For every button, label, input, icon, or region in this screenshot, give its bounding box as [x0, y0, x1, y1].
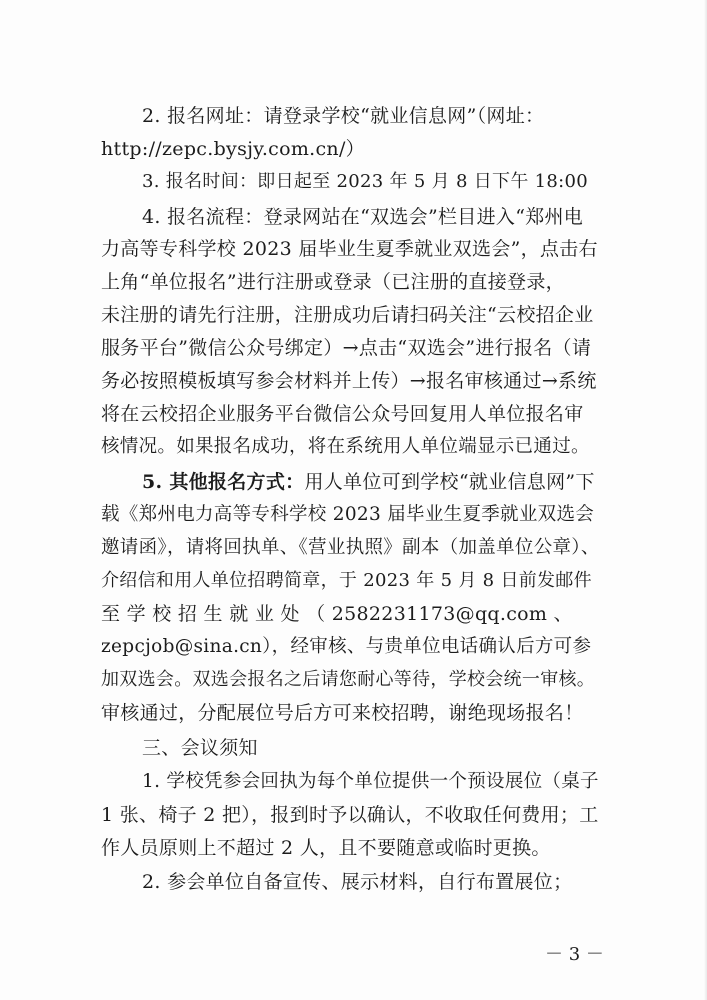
paragraph-registration-time: 3. 报名时间：即日起至 2023 年 5 月 8 日下午 18:00: [142, 171, 589, 192]
paragraph-other-methods-line-3: 邀请函》，请将回执单、《营业执照》副本（加盖单位公章）、: [101, 537, 600, 558]
paragraph-other-methods-line-4: 介绍信和用人单位招聘简章，于 2023 年 5 月 8 日前发邮件: [101, 570, 592, 591]
paragraph-notes-2-line-1: 2. 参会单位自备宣传、展示材料，自行布置展位；: [142, 871, 573, 893]
paragraph-other-methods-line-7: 加双选会。双选会报名之后请您耐心等待，学校会统一审核。: [101, 669, 596, 690]
paragraph-registration-process-line-7: 将在云校招企业服务平台微信公众号回复用人单位报名审: [101, 403, 584, 425]
paragraph-other-methods-line-8: 审核通过，分配展位号后方可来校招聘，谢绝现场报名！: [101, 702, 584, 724]
paragraph-registration-process-line-5: 服务平台”微信公众号绑定）→点击“双选会”进行报名（请: [101, 337, 592, 359]
paragraph-other-methods-line-2: 载《郑州电力高等专科学校 2023 届毕业生夏季就业双选会: [101, 504, 595, 525]
page-number: － 3 －: [545, 944, 604, 965]
paragraph-other-methods-line-1: [142, 470, 595, 494]
other-methods-line-1-text: 用人单位可到学校“就业信息网”下: [304, 471, 595, 493]
paragraph-registration-process-line-6: 务必按照模板填写参会材料并上传）→报名审核通过→系统: [101, 370, 597, 392]
paragraph-registration-url-line-2: http://zepc.bysjy.com.cn/）: [101, 138, 365, 160]
paragraph-other-methods-line-5: 至 学 校 招 生 就 业 处 （ 2582231173@qq.com 、: [101, 603, 573, 625]
other-methods-heading: 5. 其他报名方式：: [142, 471, 305, 493]
paragraph-registration-url-line-1: 2. 报名网址：请登录学校“就业信息网”（网址：: [142, 105, 545, 127]
section-heading-meeting-notes: 三、会议须知: [142, 737, 258, 759]
paragraph-registration-process-line-3: 上角“单位报名”进行注册或登录（已注册的直接登录，: [101, 271, 565, 293]
paragraph-registration-process-line-4: 未注册的请先行注册，注册成功后请扫码关注“云校招企业: [101, 304, 594, 326]
paragraph-other-methods-line-6: zepcjob@sina.cn），经审核、与贵单位电话确认后方可参: [101, 636, 592, 657]
paragraph-notes-1-line-1: 1. 学校凭参会回执为每个单位提供一个预设展位（桌子: [142, 771, 599, 792]
paragraph-registration-process-line-8: 核情况。如果报名成功，将在系统用人单位端显示已通过。: [101, 436, 590, 457]
paragraph-notes-1-line-2: 1 张、椅子 2 把），报到时予以确认，不收取任何费用；工: [101, 804, 599, 826]
paragraph-registration-process-line-1: 4. 报名流程：登录网站在“双选会”栏目进入“郑州电: [142, 206, 584, 228]
paragraph-notes-1-line-3: 作人员原则上不超过 2 人，且不要随意或临时更换。: [101, 837, 551, 859]
paragraph-registration-process-line-2: 力高等专科学校 2023 届毕业生夏季就业双选会”，点击右: [101, 238, 598, 260]
